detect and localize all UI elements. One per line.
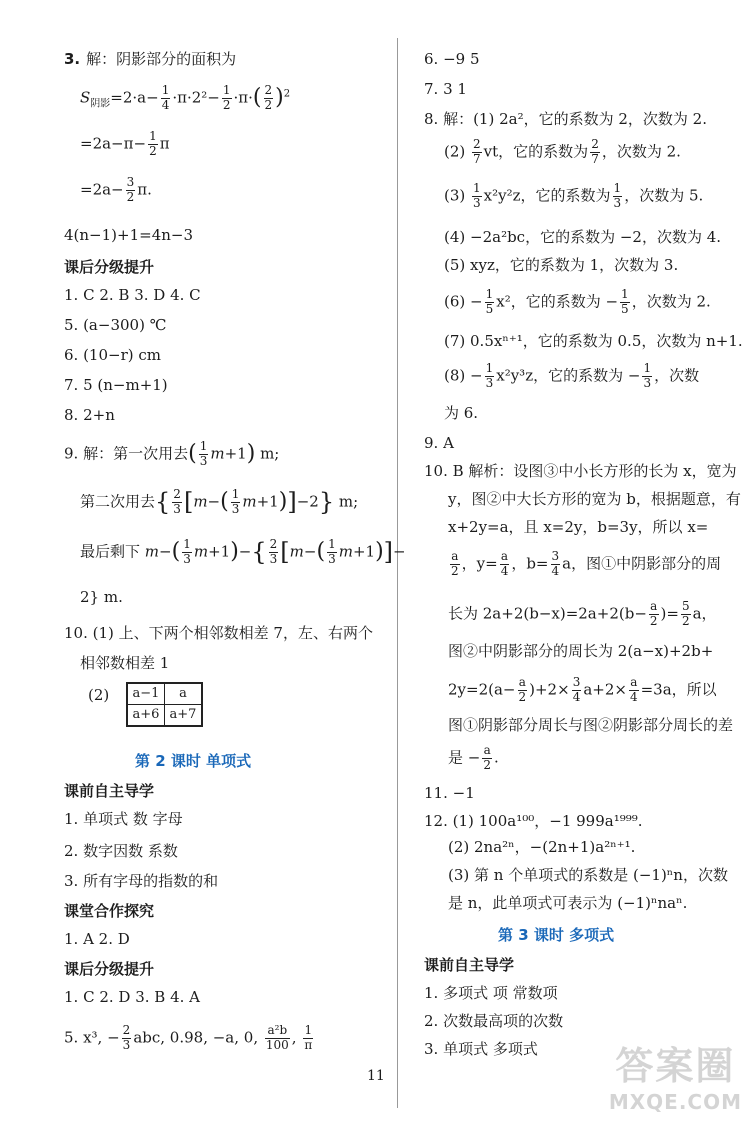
section-heading: 课前自主导学: [424, 956, 515, 974]
answer-line: 7. 3 1: [424, 80, 467, 98]
q9-line3: 最后剩下 m−( $\frac{1}{3}$ m+1)−{ $\frac{2}{3}$ [m−( $\frac{1}{3}$ m+1)]−: [80, 537, 406, 566]
answer-line: 1. A 2. D: [64, 930, 130, 948]
watermark-url: MXQE.COM: [608, 1090, 742, 1114]
answer-line: 是 n，此单项式可表示为 (−1)ⁿnaⁿ.: [448, 894, 688, 912]
watermark-text: 答案圈: [615, 1044, 736, 1088]
grid-cell: a+6: [127, 705, 165, 727]
answer-line: 图①阴影部分周长与图②阴影部分周长的差: [448, 716, 734, 734]
answer-line: 11. −1: [424, 784, 475, 802]
q3-line3: =2a− $\frac{3}{2}$ π.: [80, 175, 152, 204]
q3-line2: =2a−π− $\frac{1}{2}$ π: [80, 129, 170, 158]
answer-line: 8. 解：(1) 2a²，它的系数为 2，次数为 2.: [424, 110, 707, 128]
answer-line: (3) $\frac{1}{3}$ x²y²z，它的系数为 $\frac{1}{3}$ ，次数为 5.: [444, 181, 704, 210]
q3-line1: $S_{阴影}=2\cdot a-$ $\frac{1}{4}$ ·π·2²− $\frac{1}{2}$ ·π·( $\frac{2}{2}$ )$^2$: [80, 83, 291, 112]
column-divider: [397, 38, 398, 1108]
answer-line: 12. (1) 100a¹⁰⁰，−1 999a¹⁹⁹⁹.: [424, 812, 643, 830]
answer-line: 1. 单项式 数 字母: [64, 810, 183, 828]
answer-line: 3. 单项式 多项式: [424, 1040, 538, 1058]
q10-label: (2): [88, 686, 110, 704]
q9-line4: 2} m.: [80, 588, 123, 606]
answer-line: 6. −9 5: [424, 50, 480, 68]
q10-line1: 10. (1) 上、下两个相邻数相差 7，左、右两个: [64, 624, 373, 642]
answer-line: (2) 2na²ⁿ，−(2n+1)a²ⁿ⁺¹.: [448, 838, 636, 856]
q9-line1: 9. 解：第一次用去( $\frac{1}{3}$ m+1) m;: [64, 439, 280, 468]
grid-cell: a−1: [127, 683, 165, 705]
answer-line: 3. 所有字母的指数的和: [64, 872, 219, 890]
answer-line: 2. 次数最高项的次数: [424, 1012, 564, 1030]
watermark-logo: [609, 1035, 742, 1114]
answer-line: (8) − $\frac{1}{3}$ x²y³z，它的系数为 − $\frac{1}{3}$ ，次数: [444, 361, 700, 390]
answer-line: (7) 0.5xⁿ⁺¹，它的系数为 0.5，次数为 n+1.: [444, 332, 743, 350]
section-heading: 课后分级提升: [64, 258, 155, 276]
answer-line: 1. 多项式 项 常数项: [424, 984, 558, 1002]
answer-line: 是 − $\frac{a}{2}$ .: [448, 743, 499, 772]
section-heading: 课堂合作探究: [64, 902, 155, 920]
answer-line: $\frac{a}{2}$ ，y= $\frac{a}{4}$ ，b= $\frac{3}{4}$ a，图①中阴影部分的周: [451, 549, 722, 578]
answer-line: (2) $\frac{2}{7}$ vt，它的系数为 $\frac{2}{7}$ ，次数为 2.: [444, 137, 681, 166]
q4-answer: 4(n−1)+1=4n−3: [64, 226, 194, 244]
answer-line: (4) −2a²bc，它的系数为 −2，次数为 4.: [444, 228, 722, 246]
answer-line: 长为 2a+2(b−x)=2a+2(b− $\frac{a}{2}$ )= $\frac{5}{2}$ a，: [448, 599, 717, 628]
answer-line: y，图②中大长方形的宽为 b，根据题意，有: [448, 490, 741, 508]
answer-line: 2. 数字因数 系数: [64, 842, 178, 860]
answer-line: 为 6.: [444, 404, 479, 422]
q3-intro: 3. 解：阴影部分的面积为: [64, 50, 237, 68]
answer-line: (5) xyz，它的系数为 1，次数为 3.: [444, 256, 679, 274]
answer-line: 5. (a−300) ℃: [64, 316, 167, 334]
answer-line: 1. C 2. B 3. D 4. C: [64, 286, 201, 304]
answer-line-5: 5. x³, − $\frac{2}{3}$ abc, 0.98, −a, 0, $\frac{\text{a²b}}{100}$ , $\frac{1}{\pi}$: [64, 1023, 313, 1052]
answer-line: 9. A: [424, 434, 454, 452]
answer-line: 1. C 2. D 3. B 4. A: [64, 988, 200, 1006]
q9-line2: 第二次用去{ $\frac{2}{3}$ [m−( $\frac{1}{3}$ m+1)]−2} m;: [80, 487, 359, 516]
answer-line: x+2y=a，且 x=2y，b=3y，所以 x=: [448, 518, 709, 536]
answer-line: 6. (10−r) cm: [64, 346, 162, 364]
answer-line: 8. 2+n: [64, 406, 115, 424]
section-heading: 课后分级提升: [64, 960, 155, 978]
answer-line: 图②中阴影部分的周长为 2(a−x)+2b+: [448, 642, 714, 660]
number-grid: [126, 682, 203, 727]
section-heading: 课前自主导学: [64, 782, 155, 800]
answer-line: (3) 第 n 个单项式的系数是 (−1)ⁿn，次数: [448, 866, 728, 884]
fraction: $\frac{1}{4}$: [161, 83, 170, 112]
grid-cell: a: [165, 683, 203, 705]
answer-line: 10. B 解析：设图③中小长方形的长为 x，宽为: [424, 462, 737, 480]
grid-cell: a+7: [165, 705, 203, 727]
page-number: 11: [367, 1068, 385, 1084]
answer-line: 2y=2(a− $\frac{a}{2}$ )+2× $\frac{3}{4}$ a+2× $\frac{a}{4}$ =3a，所以: [448, 675, 717, 704]
q10-line2: 相邻数相差 1: [80, 654, 170, 672]
answer-line: 7. 5 (n−m+1): [64, 376, 168, 394]
lesson-title: 第 2 课时 单项式: [135, 752, 252, 770]
answer-line: (6) − $\frac{1}{5}$ x²，它的系数为 − $\frac{1}{5}$ ，次数为 2.: [444, 287, 711, 316]
lesson-title: 第 3 课时 多项式: [498, 926, 615, 944]
